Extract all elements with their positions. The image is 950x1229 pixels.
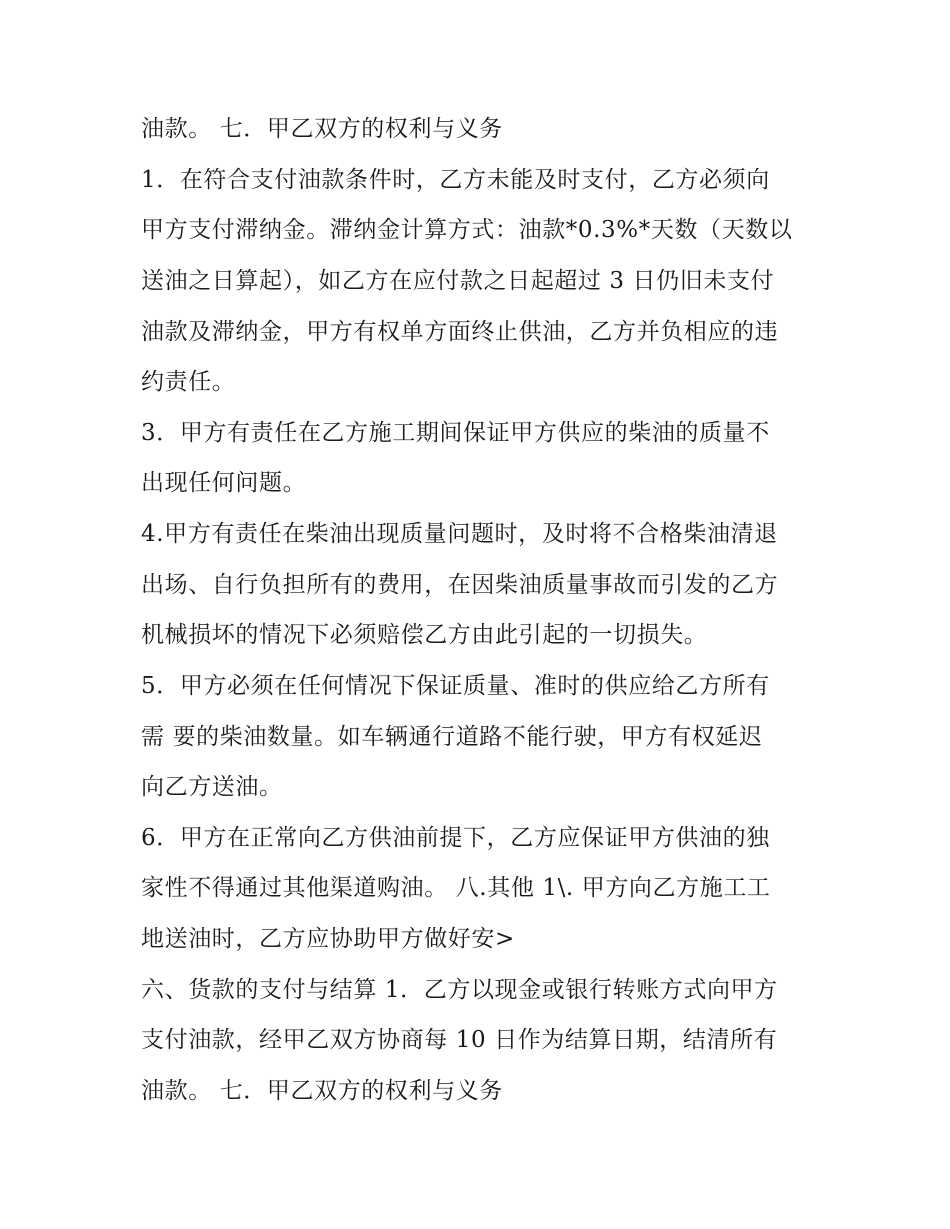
text-line: 出现任何问题。	[141, 470, 307, 496]
text-line: 6．甲方在正常向乙方供油前提下，乙方应保证甲方供油的独	[141, 825, 770, 851]
text-line: 约责任。	[141, 369, 236, 395]
text-line: 5．甲方必须在任何情况下保证质量、准时的供应给乙方所有	[141, 673, 770, 699]
text-line: 4.甲方有责任在柴油出现质量问题时，及时将不合格柴油清退	[141, 521, 778, 547]
text-line: 3．甲方有责任在乙方施工期间保证甲方供应的柴油的质量不	[141, 420, 770, 446]
text-line: 送油之日算起），如乙方在应付款之日起超过 3 日仍旧未支付	[141, 268, 775, 294]
text-line: 油款。 七．甲乙双方的权利与义务	[141, 116, 503, 142]
text-line: 家性不得通过其他渠道购油。 八.其他 1\. 甲方向乙方施工工	[141, 875, 771, 901]
text-line: 需 要的柴油数量。如车辆通行道路不能行驶，甲方有权延迟	[141, 724, 763, 750]
text-line: 地送油时，乙方应协助甲方做好安>	[141, 926, 515, 952]
text-line: 油款。 七．甲乙双方的权利与义务	[141, 1078, 503, 1104]
text-line: 机械损坏的情况下必须赔偿乙方由此引起的一切损失。	[141, 622, 708, 648]
text-line: 油款及滞纳金，甲方有权单方面终止供油，乙方并负相应的违	[141, 319, 779, 345]
text-line: 出场、自行负担所有的费用，在因柴油质量事故而引发的乙方	[141, 572, 779, 598]
text-line: 1．在符合支付油款条件时，乙方未能及时支付，乙方必须向	[141, 167, 770, 193]
text-line: 向乙方送油。	[141, 774, 283, 800]
text-line: 甲方支付滞纳金。滞纳金计算方式：油款*0.3%*天数（天数以	[141, 217, 793, 243]
text-line: 六、货款的支付与结算 1．乙方以现金或银行转账方式向甲方	[141, 977, 778, 1003]
text-line: 支付油款，经甲乙双方协商每 10 日作为结算日期，结清所有	[141, 1027, 778, 1053]
